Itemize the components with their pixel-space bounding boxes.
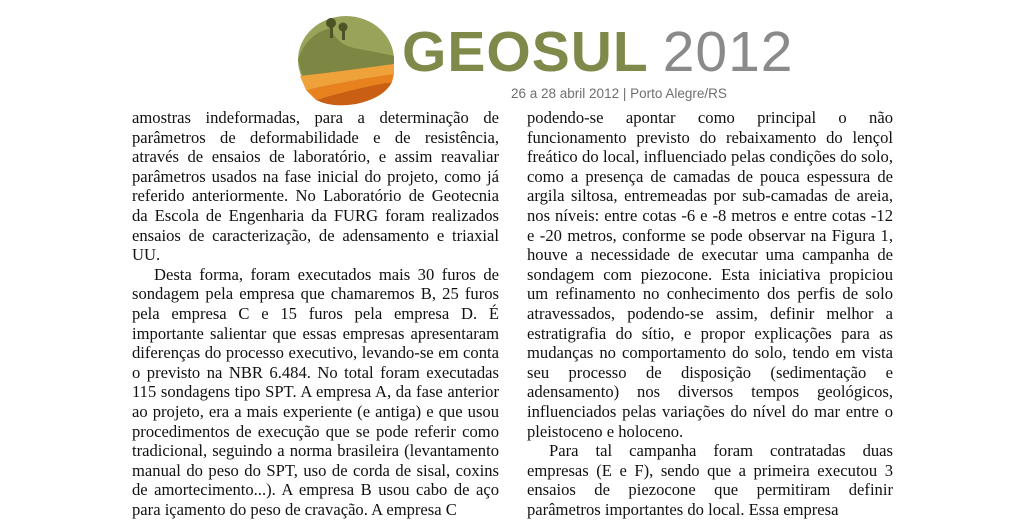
paragraph: Desta forma, foram executados mais 30 furos de sondagem pela empresa que chamaremos B, 25 furos pela empresa C e 15 furos pela empresa D. É importante salientar que essas empresas apresentaram diferenças do processo executivo, levando-se em conta o previsto na NBR 6.484. No total foram executadas 115 sondagens tipo SPT. A empresa A, da fase anterior ao projeto, era a mais experiente (e antiga) e que usou procedimentos de execução que se pode referir como tradicional, seguindo a norma brasileira (levantamento manual do peso do SPT, uso de corda de sisal, coxins de amortecimento...). A empresa B usou cabo de aço para içamento do peso de cravação. A empresa C [132,264,499,519]
paragraph: podendo-se apontar como principal o não funcionamento previsto do rebaixamento do lençol freático do local, influenciado pelas condições do solo, como a presença de camadas de pouca espessura de argila siltosa, entremeadas por sub-camadas de areia, nos níveis: entre cotas -6 e -8 metros e entre cotas -12 e -20 metros, conforme se pode observar na Figura 1, houve a necessidade de executar uma campanha de sondagem com piezocone. Esta iniciativa propiciou um refinamento no conhecimento dos perfis de solo atravessados, podendo-se assim, definir melhor a estratigrafia do sítio, e propor explicações para as mudanças no comportamento do solo, tendo em vista seu processo de disposição (sedimentação e adensamento) nos diversos tempos geológicos, influenciados pelas variações do nível do mar entre o pleistoceno e holoceno. [527,108,893,441]
right-text-column [527,108,893,519]
paragraph: amostras indeformadas, para a determinação de parâmetros de deformabilidade e de resistência, através de ensaios de laboratório, e assim reavaliar parâmetros usados na fase inicial do projeto, como já referido anteriormente. No Laboratório de Geotecnia da Escola de Engenharia da FURG foram realizados ensaios de caracterização, de adensamento e triaxial UU. [132,108,499,265]
paragraph: Para tal campanha foram contratadas duas empresas (E e F), sendo que a primeira executou 3 ensaios de piezocone que permitiram definir parâmetros importantes do local. Essa empresa [527,441,893,519]
logo-title-year: 2012 [662,20,794,84]
conference-header [0,0,1024,110]
conference-dates-location: 26 a 28 abril 2012 | Porto Alegre/RS [511,86,727,101]
logo-title-main: GEOSUL [402,20,649,84]
left-text-column [132,108,499,519]
geosul-landscape-logo-icon [296,14,396,106]
logo-title [402,22,794,82]
